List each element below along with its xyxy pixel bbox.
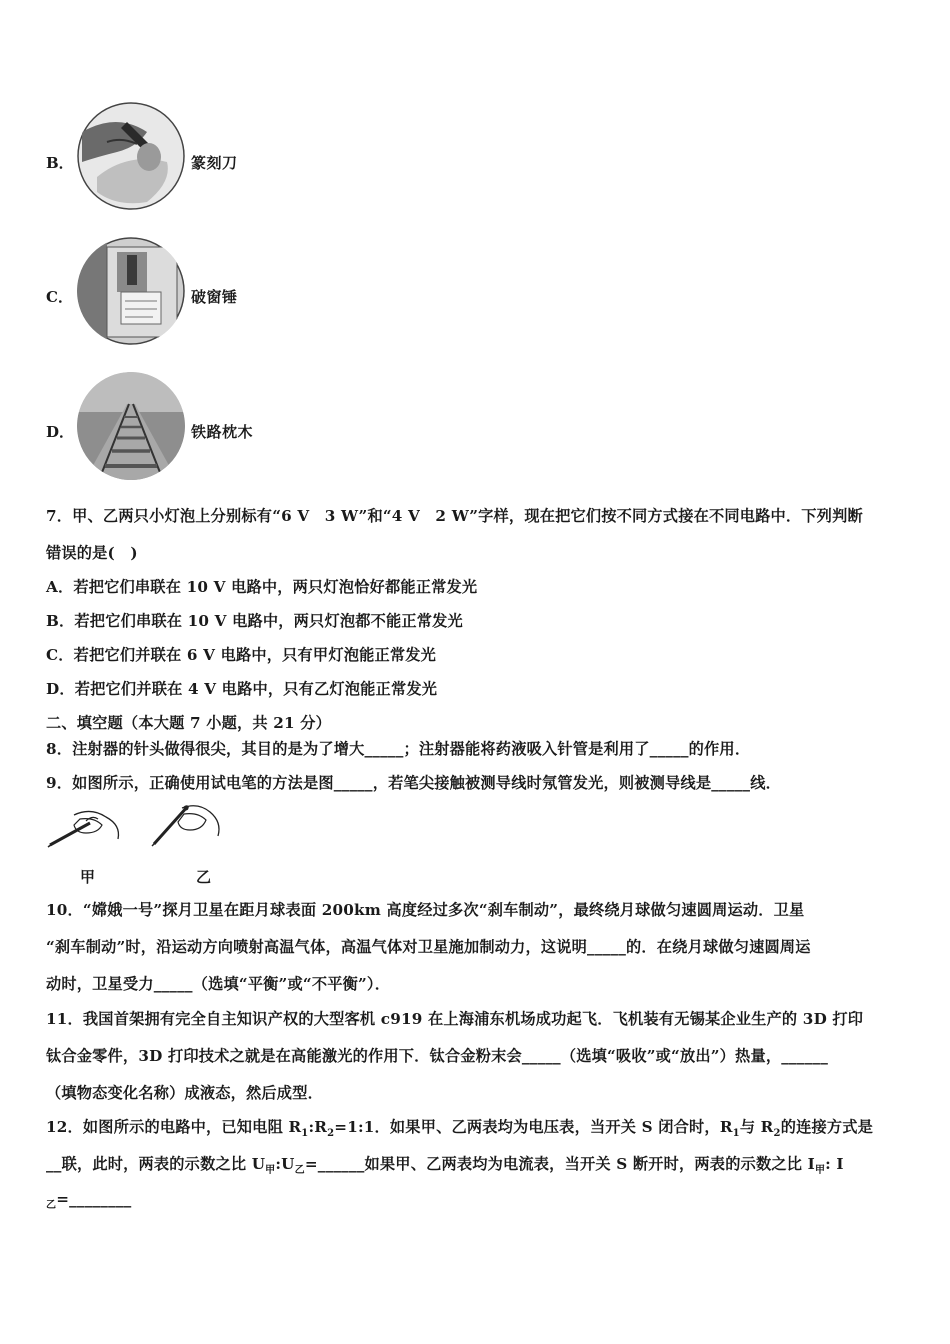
option-c-caption: 破窗锤 [191, 288, 238, 306]
tester-pen-figure-jia [46, 803, 126, 853]
railway-sleeper-image [77, 372, 185, 480]
option-d-caption: 铁路枕木 [191, 423, 254, 441]
figure-label-jia: 甲 [80, 868, 96, 886]
q7-option-d: D．若把它们并联在 4 V 电路中，只有乙灯泡能正常发光 [46, 680, 438, 698]
option-b-caption: 篆刻刀 [191, 154, 238, 172]
q12-line1: 12．如图所示的电路中，已知电阻 $R_1:R_2=1:1$．如果甲、乙两表均为电压表，当开关 S 闭合时，$R_1$与 $R_2$的连接方式是 [46, 1118, 874, 1140]
option-c-letter: C． [46, 288, 73, 306]
q7-option-b: B．若把它们串联在 10 V 电路中，两只灯泡都不能正常发光 [46, 612, 463, 630]
q8-text: 8．注射器的针头做得很尖，其目的是为了增大_____；注射器能将药液吸入针管是利用了_____的作用． [46, 740, 751, 758]
q7-option-c: C．若把它们并联在 6 V 电路中，只有甲灯泡能正常发光 [46, 646, 437, 664]
q7-line1: 7．甲、乙两只小灯泡上分别标有“6 V 3 W”和“4 V 2 W”字样，现在把它们按不同方式接在不同电路中．下列判断 [46, 507, 863, 525]
figure-label-yi: 乙 [196, 868, 212, 886]
q10-line3: 动时，卫星受力_____（选填“平衡”或“不平衡”）． [46, 975, 391, 993]
q11-line2: 钛合金零件，3D 打印技术之就是在高能激光的作用下．钛合金粉末会_____（选填“吸收”或“放出”）热量，______ [46, 1047, 828, 1065]
q10-line2: “刹车制动”时，沿运动方向喷射高温气体，高温气体对卫星施加制动力，这说明_____的．在绕月球做匀速圆周运 [46, 938, 811, 956]
q9-text: 9．如图所示，正确使用试电笔的方法是图_____，若笔尖接触被测导线时氖管发光，则被测导线是_____线． [46, 774, 781, 792]
q12-line2: __联，此时，两表的示数之比 $U_甲:U_乙=\_\_\_\_\_\_$如果甲、乙两表均为电流表，当开关 S 断开时，两表的示数之比 $I_甲$: I [46, 1155, 844, 1177]
option-d-letter: D． [46, 423, 75, 441]
q11-line3: （填物态变化名称）成液态，然后成型． [46, 1084, 323, 1102]
q12-line3: $_乙$=________ [46, 1190, 132, 1212]
section-2-title: 二、填空题（本大题 7 小题，共 21 分） [46, 714, 332, 732]
q11-line1: 11．我国首架拥有完全自主知识产权的大型客机 c919 在上海浦东机场成功起飞．飞机装有无锡某企业生产的 3D 打印 [46, 1010, 864, 1028]
option-b-letter: B． [46, 154, 74, 172]
engraving-knife-image [77, 102, 185, 210]
q7-option-a: A．若把它们串联在 10 V 电路中，两只灯泡恰好都能正常发光 [46, 578, 478, 596]
window-hammer-image [77, 237, 185, 345]
tester-pen-figure-yi [148, 800, 228, 850]
q10-line1: 10．“嫦娥一号”探月卫星在距月球表面 200km 高度经过多次“刹车制动”，最终绕月球做匀速圆周运动．卫星 [46, 901, 805, 919]
q7-line2: 错误的是( ) [46, 544, 138, 562]
